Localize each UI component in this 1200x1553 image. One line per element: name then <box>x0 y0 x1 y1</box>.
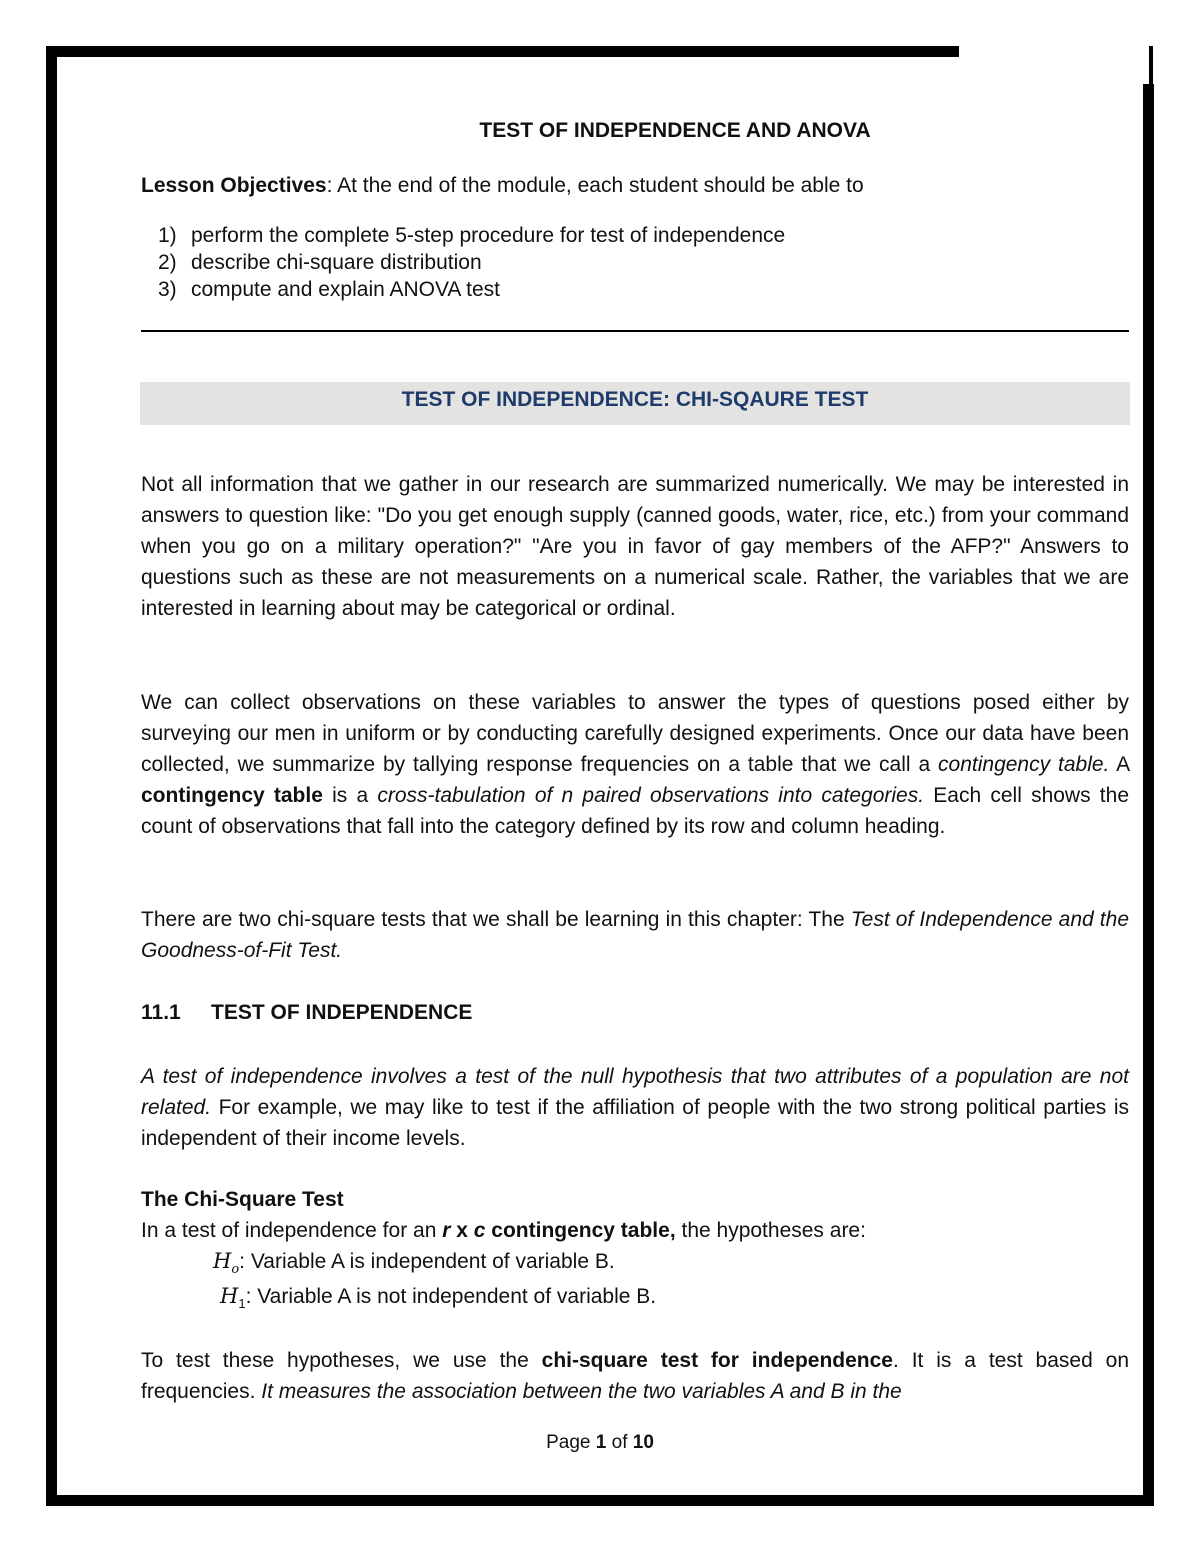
paragraph-definition: A test of independence involves a test of the null hypothesis that two attributes of a population are not related. For example, we may like to test if the affiliation of people with the two strong political parties is independent of their income levels. <box>141 1065 1129 1150</box>
paragraph-hypotheses-intro: In a test of independence for an r x c contingency table, the hypotheses are: <box>141 1219 866 1242</box>
page-border-left <box>46 46 57 1506</box>
paragraph-two-tests: There are two chi-square tests that we shall be learning in this chapter: The Test of Independence and the Goodness-of-Fit Test. <box>141 908 1129 962</box>
paragraph-chi-square-test: To test these hypotheses, we use the chi-square test for independence. It is a test based on frequencies. It measures the association between the two variables A and B in the <box>141 1349 1129 1403</box>
section-heading <box>141 997 1129 1028</box>
section-banner: TEST OF INDEPENDENCE: CHI-SQAURE TEST <box>140 382 1130 425</box>
page-border-right <box>1143 84 1154 1506</box>
section-title: TEST OF INDEPENDENCE <box>211 1001 473 1024</box>
objectives-list <box>158 222 785 303</box>
objective-item: 1) perform the complete 5-step procedure for test of independence <box>158 224 786 247</box>
paragraph-contingency: We can collect observations on these variables to answer the types of questions posed either by surveying our men in uniform or by conducting carefully designed experiments. Once our data have been collected, we summarize by tallying response frequencies on a table that we call a contingency table. A contingency table is a cross-tabulation of n paired observations into categories. Each cell shows the count of observations that fall into the category defined by its row and column heading. <box>141 691 1129 838</box>
lesson-objectives <box>141 170 1129 201</box>
page-border-bottom <box>46 1495 1154 1506</box>
paragraph-intro: Not all information that we gather in our research are summarized numerically. We may be interested in answers to question like: "Do you get enough supply (canned goods, water, rice, etc.) from your command when you go on a military operation?" "Are you in favor of gay members of the AFP?" Answers to questions such as these are not measurements on a numerical scale. Rather, the variables that we are interested in learning about may be categorical or ordinal. <box>141 473 1129 620</box>
alternative-hypothesis: $H_1$: Variable A is not independent of variable B. <box>220 1284 657 1312</box>
objectives-label: Lesson Objectives <box>141 174 327 197</box>
objectives-intro: : At the end of the module, each student should be able to <box>326 174 864 197</box>
page-border-corner <box>1149 46 1153 84</box>
section-number: 11.1 <box>141 1001 181 1024</box>
document-title: TEST OF INDEPENDENCE AND ANOVA <box>479 119 871 142</box>
page-border-top <box>46 46 959 57</box>
objective-item: 3) compute and explain ANOVA test <box>158 278 500 301</box>
null-hypothesis: $H_o$: Variable A is independent of variable B. <box>213 1249 615 1278</box>
subheading-chi-square: The Chi-Square Test <box>141 1188 344 1211</box>
objective-item: 2) describe chi-square distribution <box>158 251 482 274</box>
page-number: Page 1 of 10 <box>546 1432 654 1453</box>
horizontal-rule <box>141 330 1129 332</box>
